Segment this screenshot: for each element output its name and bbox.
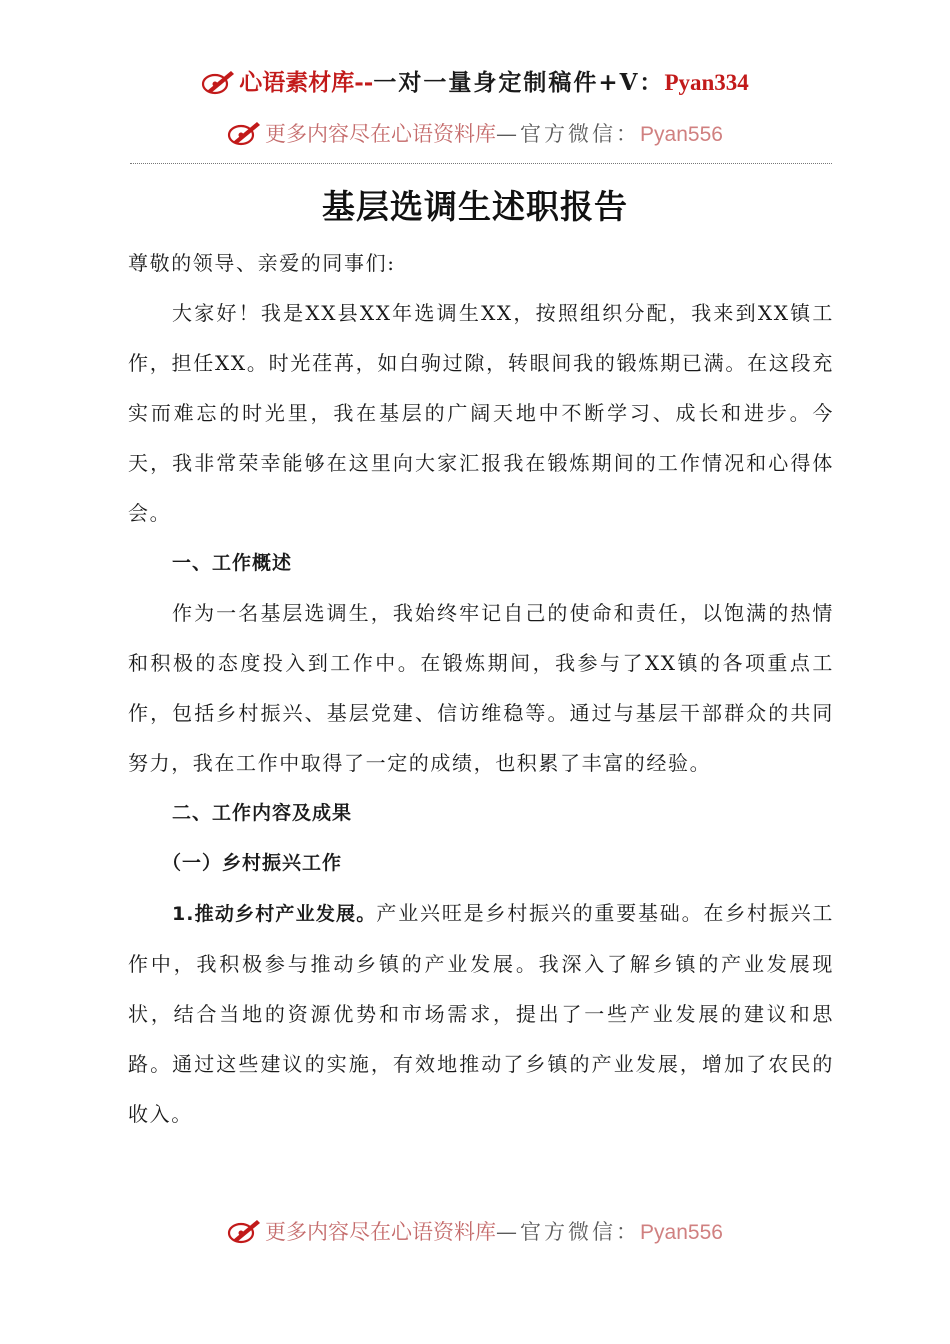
section-heading-content: 二、工作内容及成果 — [172, 802, 353, 824]
brand-name: 心语素材库 — [239, 69, 355, 96]
salutation: 尊敬的领导、亲爱的同事们: — [128, 251, 396, 275]
quill-logo-icon — [227, 1216, 263, 1246]
item1-paragraph — [128, 888, 834, 1139]
item1-lead: 1.推动乡村产业发展。 — [172, 903, 377, 925]
document-body — [128, 238, 834, 1139]
footer-wechat-id: Pyan556 — [640, 1221, 723, 1244]
overview-paragraph: 作为一名基层选调生，我始终牢记自己的使命和责任，以饱满的热情和积极的态度投入到工作中。在锻炼期间，我参与了XX镇的各项重点工作，包括乡村振兴、基层党建、信访维稳等。通过与基层干部群众的共同努力，我在工作中取得了一定的成绩，也积累了丰富的经验。 — [128, 601, 834, 775]
item1-text: 产业兴旺是乡村振兴的重要基础。在乡村振兴工作中，我积极参与推动乡镇的产业发展。我深入了解乡镇的产业发展现状，结合当地的资源优势和市场需求，提出了一些产业发展的建议和思路。通过这些建议的实施，有效地推动了乡镇的产业发展，增加了农民的收入。 — [128, 901, 834, 1126]
footer-promo-text: 更多内容尽在心语资料库 — [265, 1220, 497, 1244]
quill-logo-icon — [227, 118, 263, 148]
section-heading-overview: 一、工作概述 — [172, 552, 293, 574]
header-wechat-id: Pyan334 — [664, 70, 749, 95]
brand-dash: -- — [354, 69, 374, 96]
intro-paragraph: 大家好！我是XX县XX年选调生XX，按照组织分配，我来到XX镇工作，担任XX。时光荏苒，如白驹过隙，转眼间我的锻炼期已满。在这段充实而难忘的时光里，我在基层的广阔天地中不断学习、成长和进步。今天，我非常荣幸能够在这里向大家汇报我在锻炼期间的工作情况和心得体会。 — [128, 301, 834, 525]
subsection-heading-rural: （一）乡村振兴工作 — [162, 852, 343, 874]
header-divider — [130, 163, 832, 164]
promo-line-top — [0, 118, 950, 148]
promo-line-footer — [0, 1216, 950, 1246]
promo-text: 更多内容尽在心语资料库 — [265, 122, 497, 146]
promo-official: —官方微信： — [496, 122, 641, 146]
tagline: 一对一量身定制稿件+V： — [373, 69, 665, 96]
document-title: 基层选调生述职报告 — [322, 187, 628, 226]
quill-logo-icon — [201, 67, 237, 97]
promo-wechat-id: Pyan556 — [640, 123, 723, 146]
watermark-header — [0, 64, 950, 97]
footer-promo-official: —官方微信： — [496, 1220, 641, 1244]
